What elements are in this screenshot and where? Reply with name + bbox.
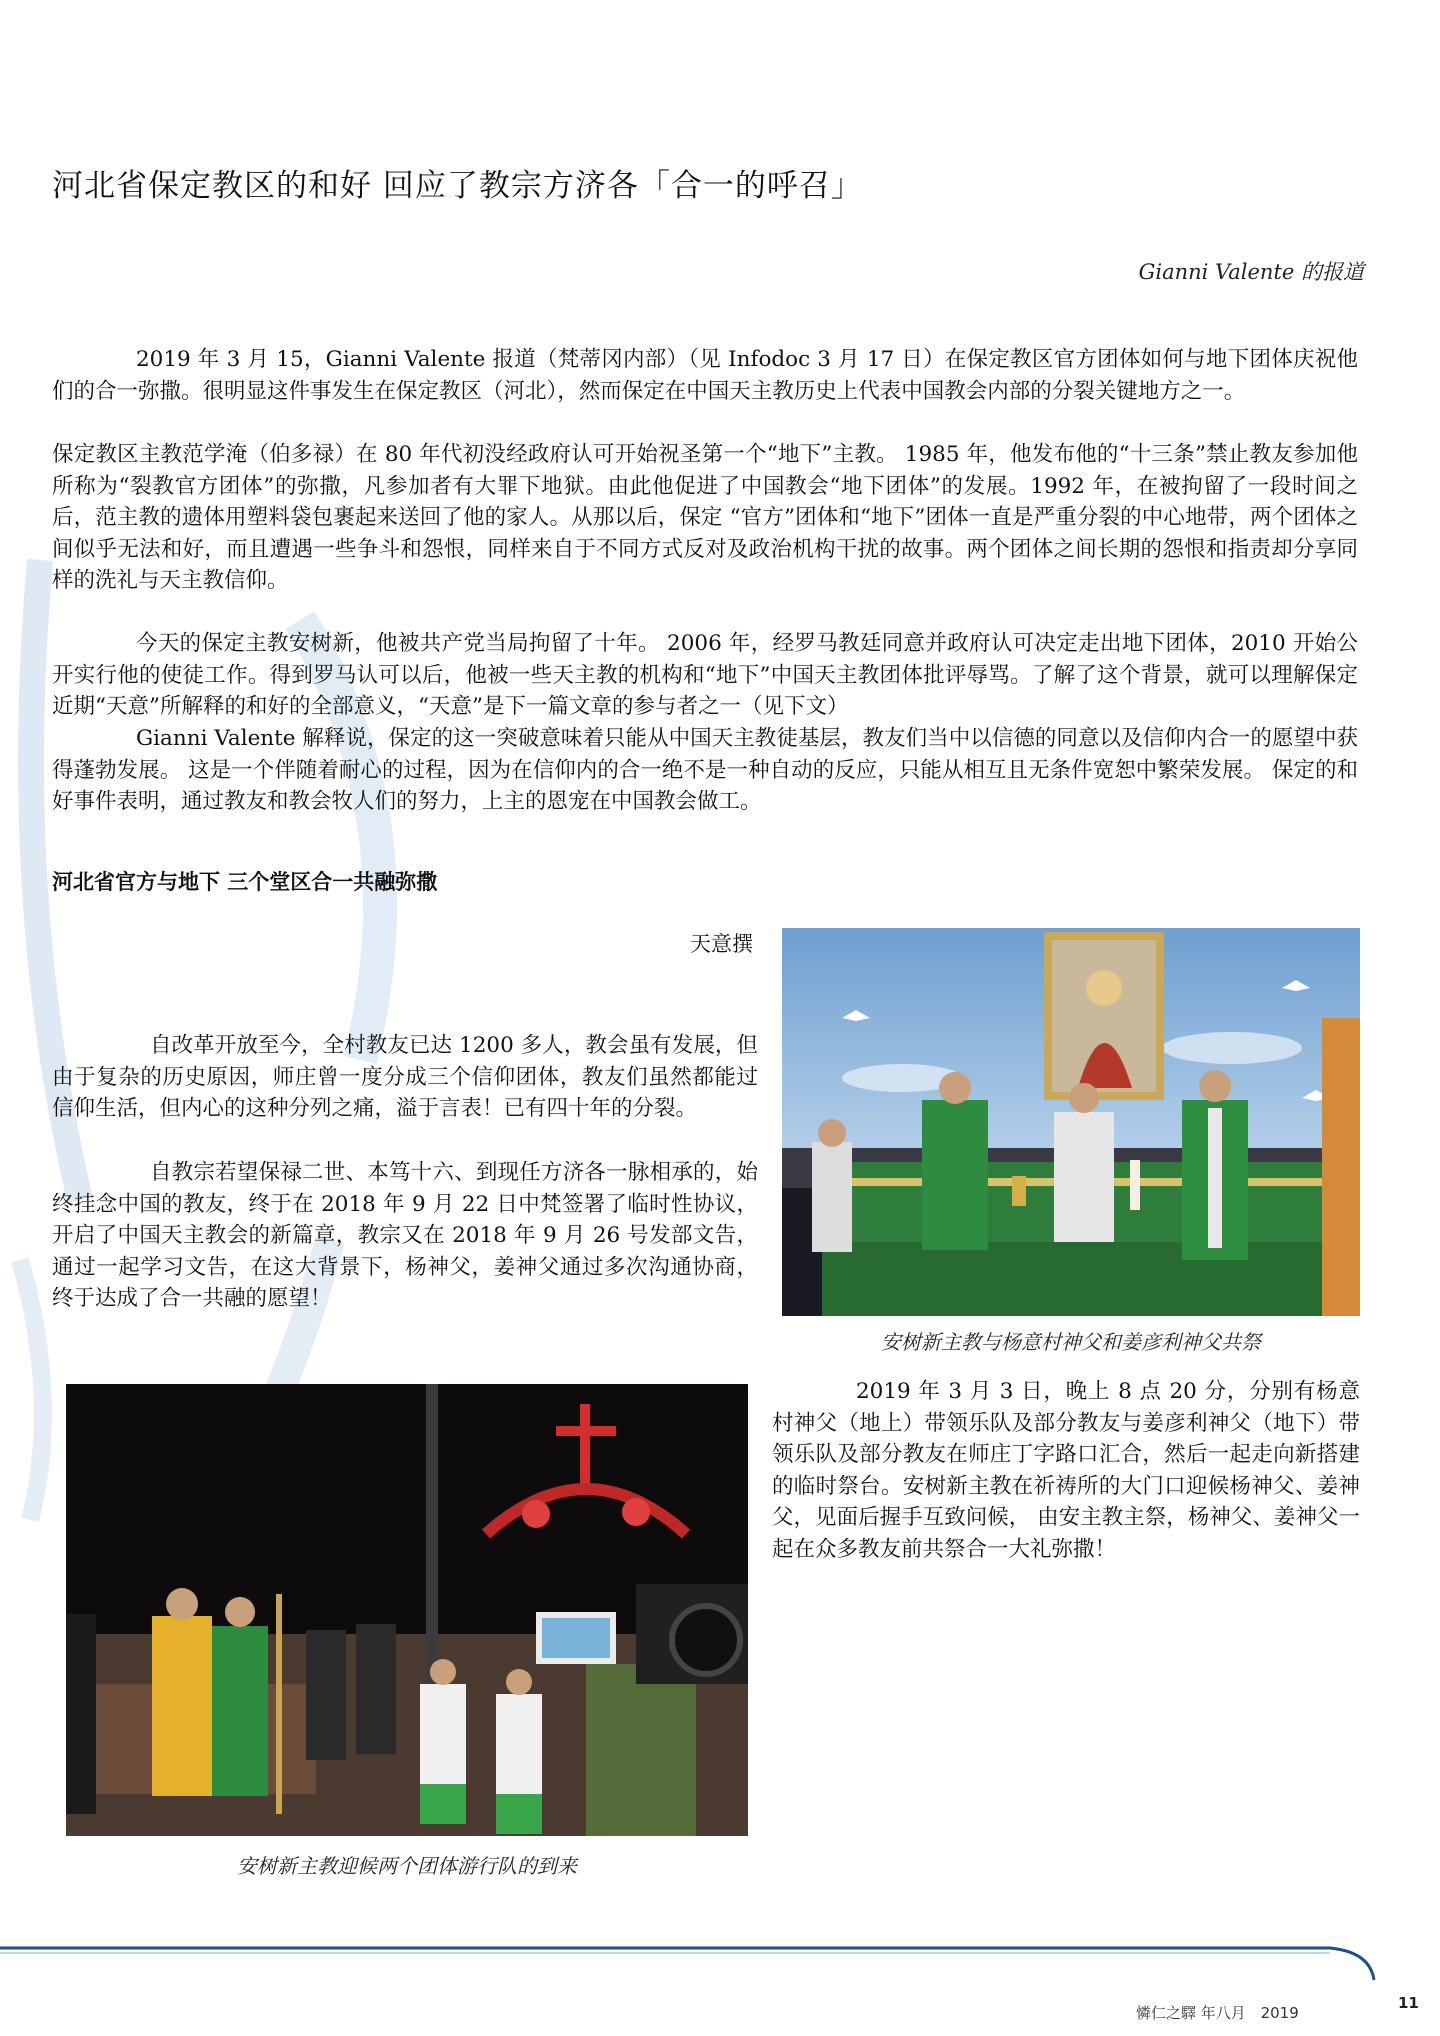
section-paragraph-1: 自改革开放至今，全村教友已达 1200 多人，教会虽有发展，但由于复杂的历史原因，师庄曾一度分成三个信仰团体，教友们虽然都能过信仰生活，但内心的这种分列之痛，溢于言表！已有四十年的分裂。 <box>52 1033 758 1121</box>
mass-photo-caption: 安树新主教与杨意村神父和姜彦利神父共祭 <box>881 1330 1261 1354</box>
procession-photo-caption: 安树新主教迎候两个团体游行队的到来 <box>237 1854 577 1878</box>
procession-photo <box>66 1384 748 1836</box>
mass-photo <box>782 928 1360 1316</box>
article-paragraph-1: 2019 年 3 月 15，Gianni Valente 报道（梵蒂冈内部）（见 Infodoc 3 月 17 日）在保定教区官方团体如何与地下团体庆祝他们的合一弥撒。很明显这件事发生在保定教区（河北），然而保定在中国天主教历史上代表中国教会内部的分裂关键地方之一。 <box>52 347 1358 404</box>
section-title: 河北省官方与地下 三个堂区合一共融弥撒 <box>52 870 438 894</box>
article-paragraph-3: 今天的保定主教安树新，他被共产党当局拘留了十年。 2006 年，经罗马教廷同意并政府认可决定走出地下团体，2010 开始公开实行他的使徒工作。得到罗马认可以后，他被一些天主教的机构和“地下”中国天主教团体批评辱骂。了解了这个背景，就可以理解保定近期“天意”所解释的和好的全部意义，“天意”是下一篇文章的参与者之一（见下文） <box>52 631 1358 719</box>
footer-publication <box>1136 2002 1299 2023</box>
footer-publication-name: 憐仁之驛 年八月 <box>1136 2004 1246 2022</box>
section-paragraph-2: 自教宗若望保禄二世、本笃十六、到现任方济各一脉相承的，始终挂念中国的教友，终于在 2018 年 9 月 22 日中梵签署了临时性协议，开启了中国天主教会的新篇章，教宗又在 2018 年 9 月 26 号发部文告，通过一起学习文告，在这大背景下，杨神父，姜神父通过多次沟通协商，终于达成了合一共融的愿望！ <box>52 1160 758 1311</box>
section-author: 天意撰 <box>690 932 753 956</box>
article-byline: Gianni Valente 的报道 <box>1138 260 1364 284</box>
page-number: 11 <box>1398 1994 1419 2012</box>
section-paragraph-3: 2019 年 3 月 3 日，晚上 8 点 20 分，分别有杨意村神父（地上）带领乐队及部分教友与姜彦利神父（地下）带领乐队及部分教友在师庄丁字路口汇合，然后一起走向新搭建的临时祭台。安树新主教在祈祷所的大门口迎候杨神父、姜神父，见面后握手互致问候， 由安主教主祭，杨神父、姜神父一起在众多教友前共祭合一大礼弥撒！ <box>772 1379 1360 1562</box>
article-title: 河北省保定教区的和好 回应了教宗方济各「合一的呼召」 <box>52 168 863 204</box>
article-paragraph-4: Gianni Valente 解释说，保定的这一突破意味着只能从中国天主教徒基层，教友们当中以信德的同意以及信仰内合一的愿望中获得蓬勃发展。 这是一个伴随着耐心的过程，因为在信仰内的合一绝不是一种自动的反应，只能从相互且无条件宽恕中繁荣发展。 保定的和好事件表明，通过教友和教会牧人们的努力，上主的恩宠在中国教会做工。 <box>52 726 1358 814</box>
footer-year: 2019 <box>1260 2004 1299 2022</box>
article-paragraph-2: 保定教区主教范学淹（伯多禄）在 80 年代初没经政府认可开始祝圣第一个“地下”主教。 1985 年，他发布他的“十三条”禁止教友参加他所称为“裂教官方团体”的弥撒，凡参加者有大罪下地狱。由此他促进了中国教会“地下团体”的发展。1992 年，在被拘留了一段时间之后，范主教的遗体用塑料袋包裹起来送回了他的家人。从那以后，保定 “官方”团体和“地下”团体一直是严重分裂的中心地带，两个团体之间似乎无法和好，而且遭遇一些争斗和怨恨，同样来自于不同方式反对及政治机构干扰的故事。两个团体之间长期的怨恨和指责却分享同样的洗礼与天主教信仰。 <box>52 442 1358 593</box>
